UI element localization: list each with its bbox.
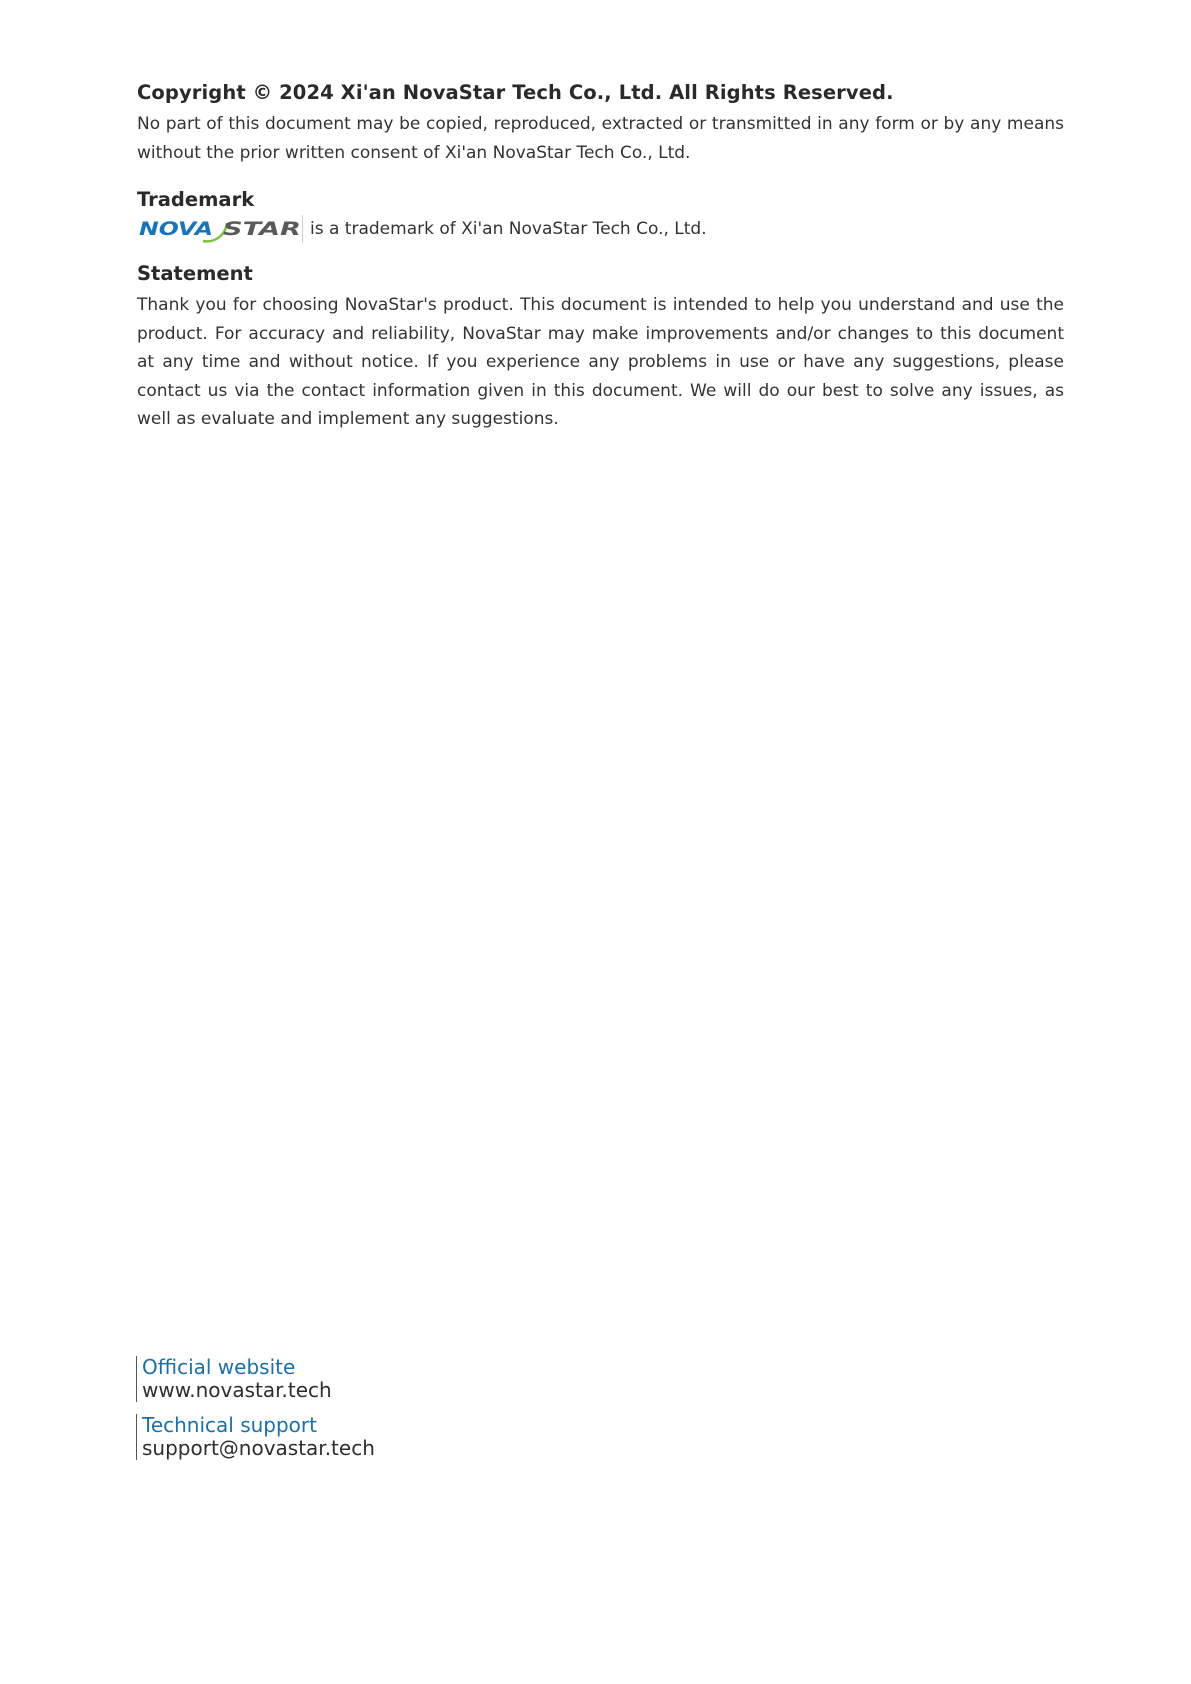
support-label: Technical support	[142, 1413, 317, 1437]
trademark-text: is a trademark of Xi'an NovaStar Tech Co., Ltd.	[310, 219, 707, 239]
novastar-logo	[137, 213, 304, 245]
copyright-title: Copyright © 2024 Xi'an NovaStar Tech Co., Ltd. All Rights Reserved.	[137, 81, 894, 104]
support-email-link[interactable]: support@novastar.tech	[142, 1436, 375, 1460]
website-link[interactable]: www.novastar.tech	[142, 1378, 332, 1402]
trademark-row	[137, 213, 1064, 245]
logo-text-star: STAR	[223, 218, 301, 240]
trademark-heading: Trademark	[137, 188, 255, 211]
website-label: Official website	[142, 1355, 296, 1379]
legal-content	[137, 80, 1064, 434]
logo-text-nova: NOVA	[139, 218, 213, 240]
statement-heading: Statement	[137, 262, 253, 285]
copyright-body: No part of this document may be copied, reproduced, extracted or transmitted in any form or by any means without the prior written consent of Xi'an NovaStar Tech Co., Ltd.	[137, 114, 1064, 163]
statement-body: Thank you for choosing NovaStar's product. This document is intended to help you understand and use the product. For accuracy and reliability, NovaStar may make improvements and/or changes to this document at any time and without notice. If you experience any problems in use or have any suggestions, please contact us via the contact information given in this document. We will do our best to solve any issues, as well as evaluate and implement any suggestions.	[137, 295, 1064, 429]
contact-support-block	[136, 1414, 375, 1460]
contact-website-block	[136, 1356, 332, 1402]
